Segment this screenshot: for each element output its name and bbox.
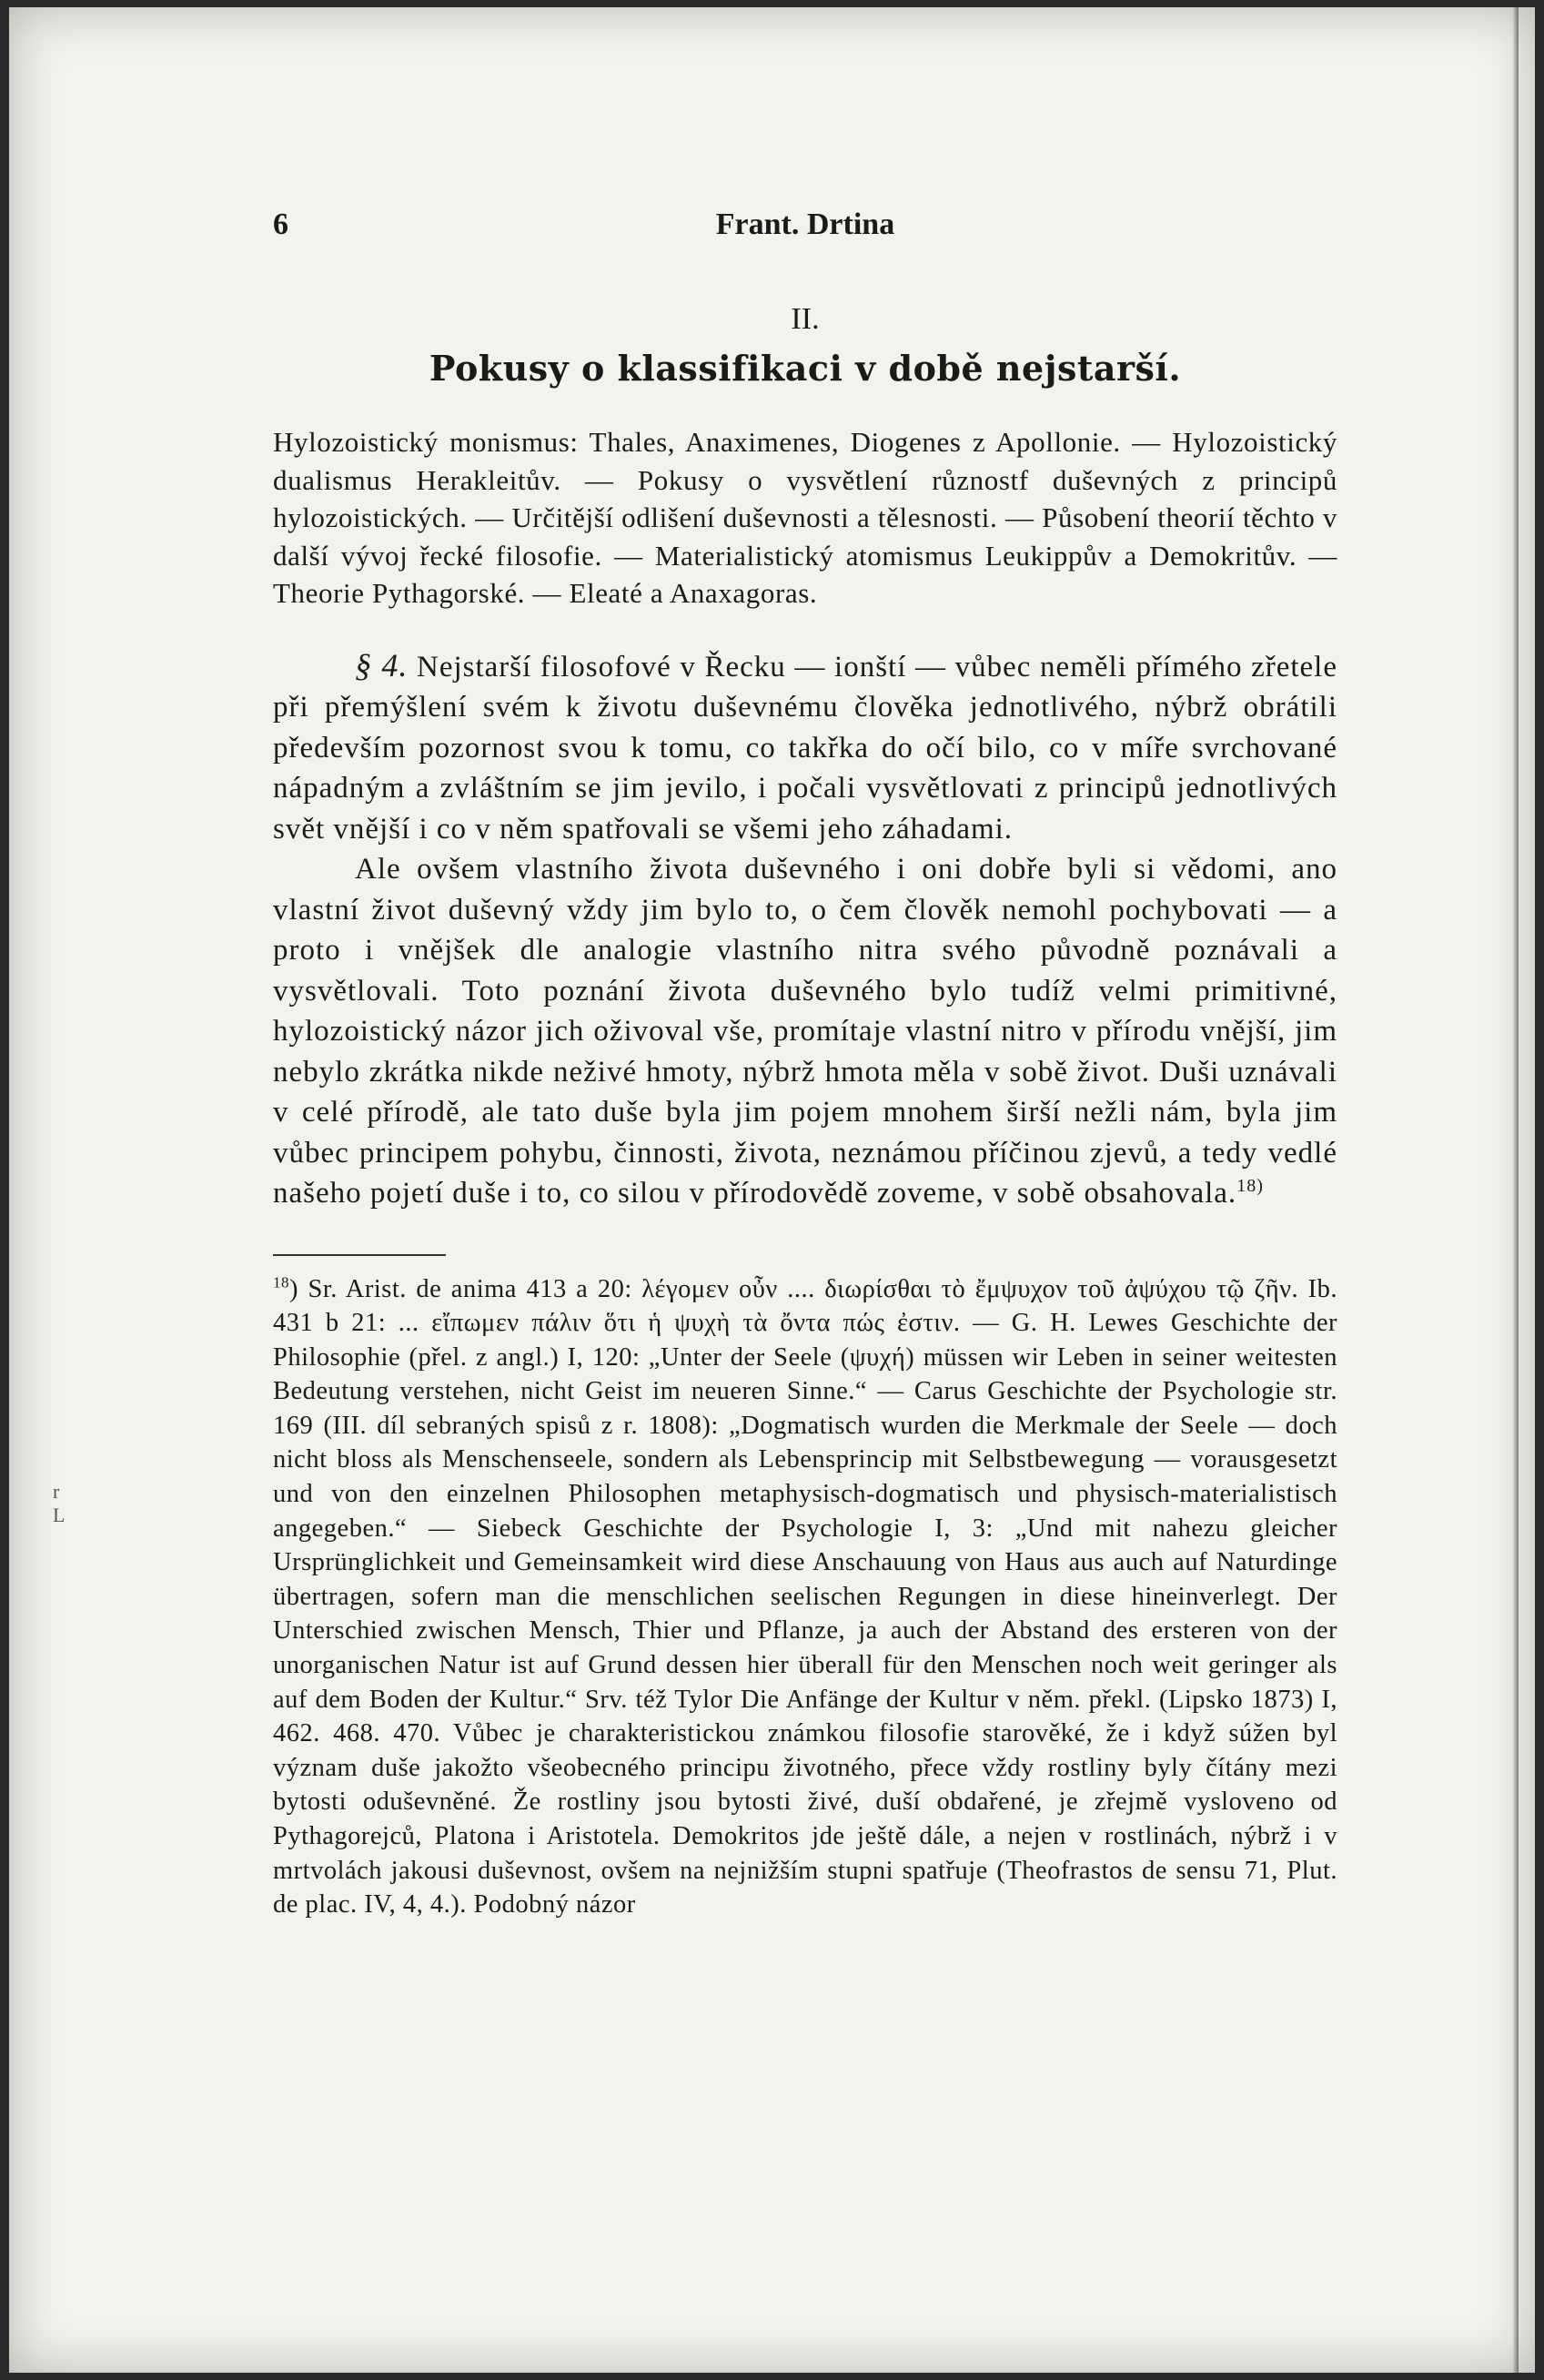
footnote-divider xyxy=(273,1254,446,1256)
page-content xyxy=(273,198,1337,1922)
footnote-text: ) Sr. Arist. de anima 413 a 20: λέγομεν οὖν .... διωρίσθαι τὸ ἔμψυχον τοῦ ἀψύχου τῷ ζῆν. Ib. 431 b 21: ... εἴπωμεν πάλιν ὅτι ἡ ψυχὴ τὰ ὄντα πώς ἐστιν. — G. H. Lewes Geschichte der Philosophie (přel. z angl.) I, 120: „Unter der Seele (ψυχή) müssen wir Leben in seiner weitesten Bedeutung verstehen, nicht Geist im neueren Sinne.“ — Carus Geschichte der Psychologie str. 169 (III. díl sebraných spisů z r. 1808): „Dogmatisch wurden die Merkmale der Seele — doch nicht bloss als Menschenseele, sondern als Lebensprincip mit Selbstbewegung — vorausgesetzt und von den einzelnen Philosophen metaphysisch-dogmatisch und physisch-materialistisch angegeben.“ — Siebeck Geschichte der Psychologie I, 3: „Und mit nahezu gleicher Ursprünglichkeit und Gemeinsamkeit wird diese Anschauung von Haus aus auch auf Naturdinge übertragen, sofern man die menschlichen seelischen Regungen in diese hineinverlegt. Der Unterschied zwischen Mensch, Thier und Pflanze, ja auch der Abstand des ersteren von der unorganischen Natur ist auf Grund dessen hier überall für den Menschen noch weit geringer als auf dem Boden der Kultur.“ Srv. též Tylor Die Anfänge der Kultur v něm. překl. (Lipsko 1873) I, 462. 468. 470. Vůbec je charakteristickou známkou filosofie starověké, že i když súžen byl význam duše jakožto všeobecného principu životného, přece vždy rostliny byly čítány mezi bytosti oduševněné. Že rostliny jsou bytosti živé, duší obdařené, je zřejmě vysloveno od Pythagorejců, Platona i Aristotela. Demokritos jde ještě dále, a nejen v rostlinách, nýbrž i v mrtvolách jakousi duševnost, ovšem na nejnižším stupni spatřuje (Theofrastos de sensu 71, Plut. de plac. IV, 4, 4.). Podobný názor xyxy=(273,1274,1337,1919)
scan-edge-shadow xyxy=(1513,7,1519,2373)
footnote-number: 18 xyxy=(273,1273,289,1291)
section-abstract: Hylozoistický monismus: Thales, Anaximenes, Diogenes z Apollonie. — Hylozoistický dualismus Herakleitův. — Pokusy o vysvětlení různostf duševných z principů hylozoistických. — Určitější odlišení duševnosti a tělesnosti. — Působení theorií těchto v další vývoj řecké filosofie. — Materialistický atomismus Leukippův a Demokritův. — Theorie Pythagorské. — Eleaté a Anaxagoras. xyxy=(273,426,1337,609)
paragraph-1-text: Nejstarší filosofové v Řecku — ionští — vůbec neměli přímého zřetele při přemýšlení svém k životu duševnému člověka jednotlivého, nýbrž obrátili především pozornost svou k tomu, co takřka do očí bilo, co v míře svrchované nápadným a zvláštním se jim jevilo, i počali vysvětlovati z principů jednotlivých svět vnější i co v něm spatřovali se všemi jeho záhadami. xyxy=(273,650,1337,846)
page-header xyxy=(273,198,1337,249)
footnote-18 xyxy=(273,1272,1337,1922)
paragraph-2 xyxy=(273,849,1337,1214)
scanned-page xyxy=(9,7,1535,2373)
footnotes xyxy=(273,1272,1337,1922)
paragraph-mark: § 4. xyxy=(355,646,409,684)
paragraph-1 xyxy=(273,645,1337,850)
section-number: II. xyxy=(791,302,820,336)
footnote-reference[interactable]: 18) xyxy=(1236,1176,1264,1196)
margin-pencil-mark: r L xyxy=(53,1480,66,1526)
paragraph-2-text: Ale ovšem vlastního života duševného i oni dobře byli si vědomi, ano vlastní život duševný vždy jim bylo to, o čem člověk nemohl pochybovati — a proto i vnějšek dle analogie vlastního nitra svého původně poznávali a vysvětlovali. Toto poznání života duševného bylo tudíž velmi primitivné, hylozoistický názor jich oživoval vše, promítaje vlastní nitro v přírodu vnější, jim nebylo zkrátka nikde neživé hmoty, nýbrž hmota měla v sobě život. Duši uznávali v celé přírodě, ale tato duše byla jim pojem mnohem širší nežli nám, byla jim vůbec principem pohybu, činnosti, života, neznámou příčinou zjevů, a tedy vedlé našeho pojetí duše i to, co silou v přírodovědě zoveme, v sobě obsahovala. xyxy=(273,853,1337,1210)
section-title: Pokusy o klassifikaci v době nejstarší. xyxy=(429,348,1182,389)
body-text xyxy=(273,645,1337,1214)
page-number: 6 xyxy=(273,208,288,241)
running-head: Frant. Drtina xyxy=(715,208,895,241)
